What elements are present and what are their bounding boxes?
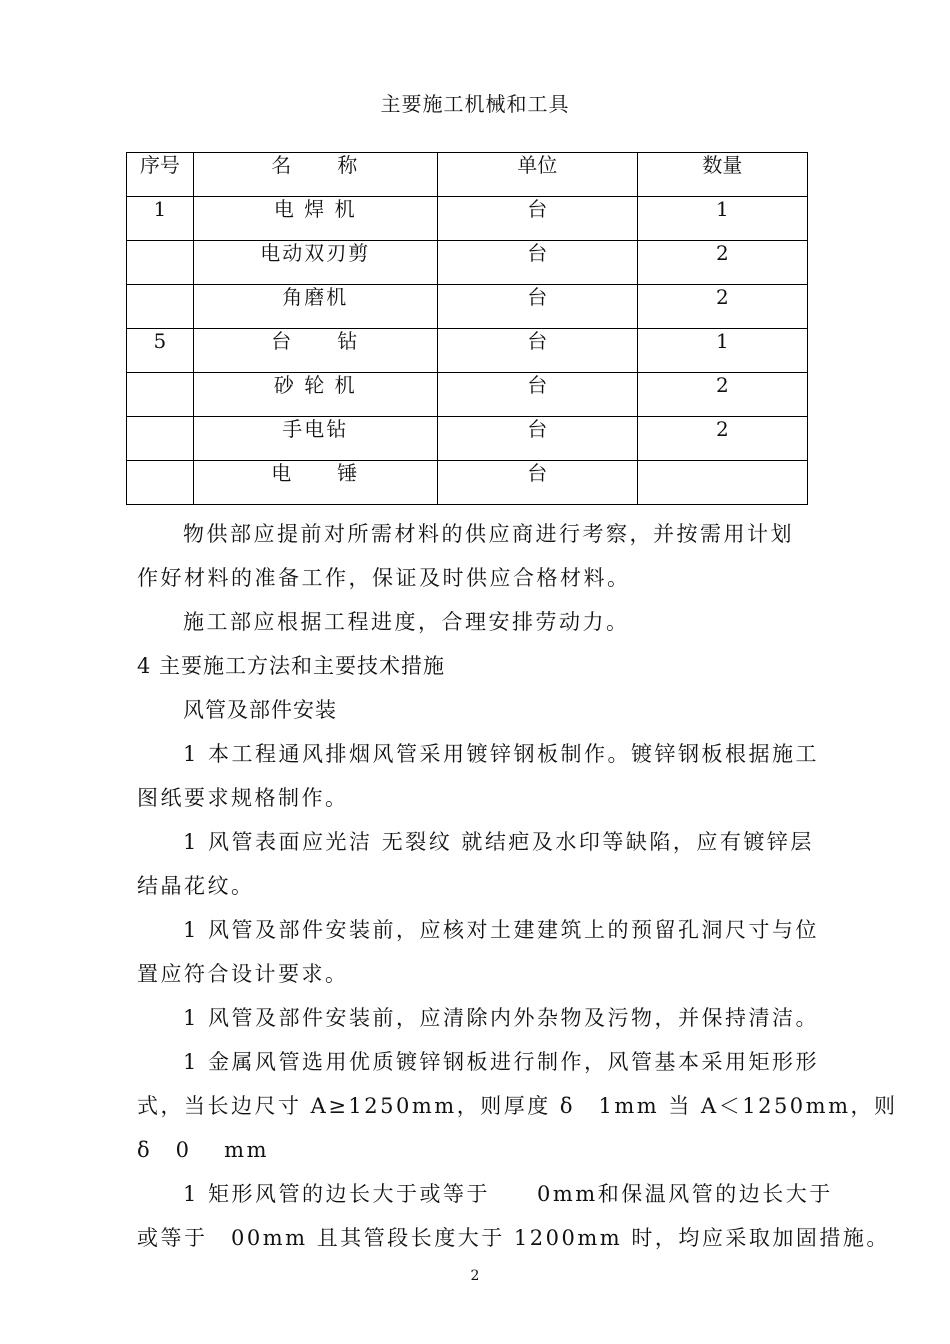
cell-unit: 台 [437,285,637,329]
item-line: δ 0 mm [137,1138,270,1162]
section-heading: 4 主要施工方法和主要技术措施 [137,654,446,678]
table-row [127,285,808,329]
cell-unit: 台 [437,329,637,373]
cell-unit: 台 [437,461,637,505]
item-line: 或等于 00mm 且其管段长度大于 1200mm 时，均应采取加固措施。 [137,1226,890,1250]
cell-no [127,241,194,285]
item-line: 1 风管表面应光洁 无裂纹 就结疤及水印等缺陷，应有镀锌层 [183,830,814,854]
cell-unit: 台 [437,241,637,285]
cell-name: 电 锤 [193,461,437,505]
cell-unit: 台 [437,373,637,417]
item-line: 1 风管及部件安装前，应核对土建建筑上的预留孔洞尺寸与位 [183,918,820,942]
item-line: 图纸要求规格制作。 [137,786,349,810]
table-row [127,241,808,285]
cell-no [127,461,194,505]
page-title: 主要施工机械和工具 [380,92,570,116]
paragraph-materials-line: 作好材料的准备工作，保证及时供应合格材料。 [137,566,631,590]
header-name: 名 称 [193,153,437,197]
table-row [127,373,808,417]
sub-heading: 风管及部件安装 [183,698,337,722]
cell-no [127,417,194,461]
paragraph-materials-line: 物供部应提前对所需材料的供应商进行考察，并按需用计划 [183,522,794,546]
tools-table [126,152,808,505]
cell-no [127,285,194,329]
body-text [137,512,898,1260]
header-unit: 单位 [437,153,637,197]
header-no: 序号 [127,153,194,197]
cell-name: 电 焊 机 [193,197,437,241]
table-row [127,329,808,373]
cell-qty: 1 [637,197,807,241]
table-row [127,417,808,461]
cell-unit: 台 [437,417,637,461]
table-row [127,197,808,241]
cell-qty [637,461,807,505]
cell-qty: 1 [637,329,807,373]
cell-name: 手电钻 [193,417,437,461]
cell-no: 1 [127,197,194,241]
item-line: 1 风管及部件安装前，应清除内外杂物及污物，并保持清洁。 [183,1006,820,1030]
cell-name: 台 钻 [193,329,437,373]
item-line: 1 本工程通风排烟风管采用镀锌钢板制作。镀锌钢板根据施工 [183,742,820,766]
cell-no [127,373,194,417]
item-line: 1 矩形风管的边长大于或等于 0mm和保温风管的边长大于 [183,1182,833,1206]
item-line: 1 金属风管选用优质镀锌钢板进行制作，风管基本采用矩形形 [183,1050,820,1074]
cell-name: 角磨机 [193,285,437,329]
cell-unit: 台 [437,197,637,241]
item-line: 式，当长边尺寸 A≥1250mm，则厚度 δ 1mm 当 A＜1250mm，则 [137,1094,898,1118]
table-header-row [127,153,808,197]
cell-no: 5 [127,329,194,373]
cell-qty: 2 [637,285,807,329]
cell-qty: 2 [637,373,807,417]
cell-name: 电动双刃剪 [193,241,437,285]
cell-qty: 2 [637,241,807,285]
table-row [127,461,808,505]
cell-name: 砂 轮 机 [193,373,437,417]
cell-qty: 2 [637,417,807,461]
item-line: 置应符合设计要求。 [137,962,349,986]
page-number: 2 [470,1268,480,1284]
paragraph-labor: 施工部应根据工程进度，合理安排劳动力。 [183,610,630,634]
header-qty: 数量 [637,153,807,197]
item-line: 结晶花纹。 [137,874,255,898]
